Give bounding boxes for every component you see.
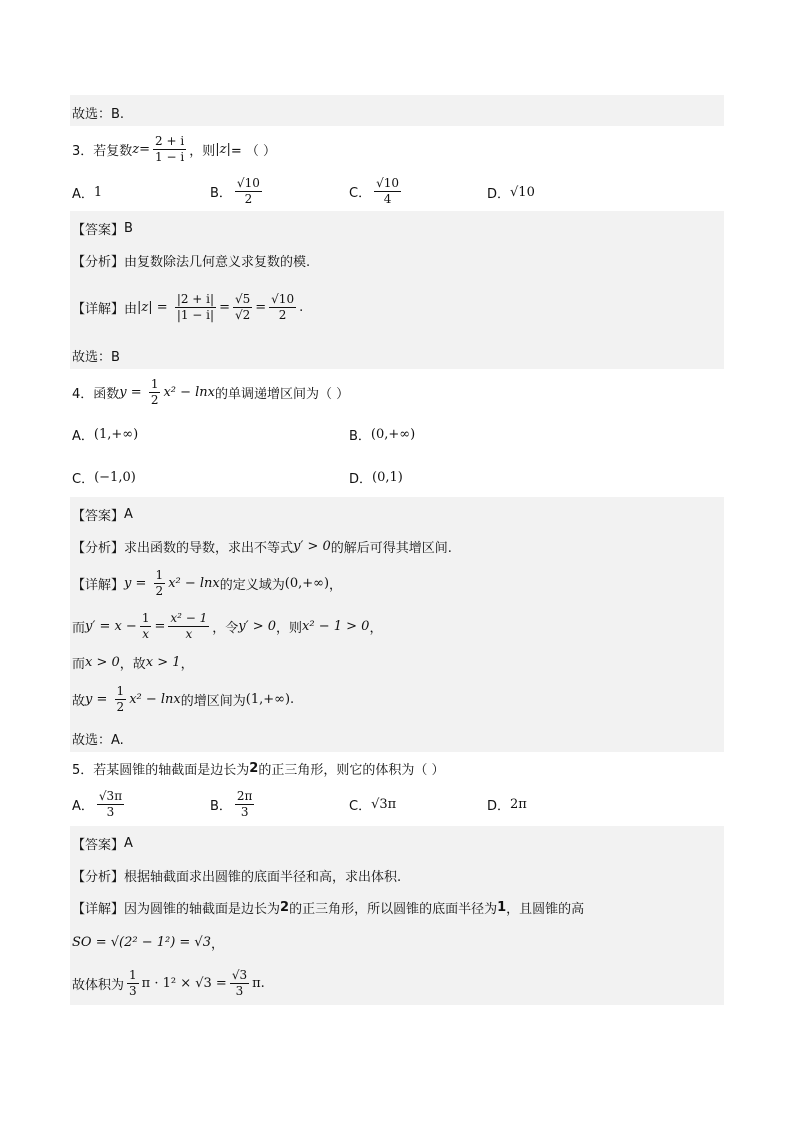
q5-stem: 5．若某圆锥的轴截面是边长为 2 的正三角形，则它的体积为（ ） (72, 761, 445, 778)
q4-option-b: B． (0,+∞) (349, 427, 416, 444)
q4-option-a: A． (1,+∞) (72, 427, 139, 444)
q3-stem-prefix: 3．若复数 (72, 143, 133, 159)
q3-stem: 3．若复数 z = $\frac{2 + i}{1 - i}$ ，则 |z| = （ ） (72, 133, 276, 164)
q3-choose: 故选：B (72, 350, 120, 365)
q5-option-b: B． $\frac{2\pi}{3}$ (210, 788, 253, 819)
q2-choose-line: 故选：B. (72, 107, 125, 122)
q3-option-c: C． $\frac{√10}{4}$ (349, 175, 399, 206)
q4-analysis: 【分析】 求出函数的导数，求出不等式 y′ > 0 的解后可得其增区间. (72, 539, 452, 556)
q5-detail-1: 【详解】 因为圆锥的轴截面是边长为 2 的正三角形，所以圆锥的底面半径为 1 ，且圆锥的高 (72, 900, 585, 917)
q4-detail-4: 故 y = $\frac{1}{2}$ x² − lnx 的增区间为 (1,+∞) . (72, 683, 295, 714)
q4-detail-1: 【详解】 y = $\frac{1}{2}$ x² − lnx 的定义域为 (0,+∞) ， (72, 567, 343, 598)
q5-detail-2: SO = √(2² − 1²) = √3 ， (72, 935, 224, 952)
q3-detail: 【详解】 由 |z| = $\frac{|2 + i|}{|1 - i|}$ = $\frac{√5}{√2}$ = $\frac{√10}{2}$ . (72, 291, 304, 322)
q5-analysis: 【分析】 根据轴截面求出圆锥的底面半径和高，求出体积. (72, 870, 402, 885)
q3-option-d: D． √10 (487, 184, 535, 202)
q4-answer: 【答案】 A (72, 507, 133, 524)
q5-option-a: A． $\frac{√3\pi}{3}$ (72, 788, 123, 819)
q3-answer: 【答案】 B (72, 221, 133, 238)
q3-option-b: B． $\frac{√10}{2}$ (210, 175, 260, 206)
q4-choose: 故选：A. (72, 733, 124, 748)
q5-detail-3: 故体积为 $\frac{1}{3}$ π · 1² × √3 = $\frac{√3}{3}$ π. (72, 967, 265, 998)
q4-detail-2: 而 y′ = x − $\frac{1}{x}$ = $\frac{\text{x² − 1}}{x}$ ，令 y′ > 0 ，则 x² − 1 > 0 ， (72, 610, 383, 641)
q5-answer: 【答案】 A (72, 836, 133, 853)
q4-option-d: D． (0,1) (349, 470, 403, 487)
q3-stem-fraction: $\frac{2 + i}{1 - i}$ (155, 133, 185, 164)
q3-option-a: A． 1 (72, 184, 103, 202)
q5-option-d: D． 2π (487, 797, 527, 814)
q5-option-c: C． √3π (349, 797, 397, 814)
q3-analysis: 【分析】 由复数除法几何意义求复数的模. (72, 255, 311, 270)
answer-band-q2 (70, 95, 724, 126)
q4-detail-3: 而 x > 0 ，故 x > 1 ， (72, 655, 194, 672)
q4-stem: 4．函数 y = $\frac{1}{2}$ x² − lnx 的单调递增区间为（ ） (72, 376, 350, 407)
q4-option-c: C． (−1,0) (72, 470, 136, 487)
